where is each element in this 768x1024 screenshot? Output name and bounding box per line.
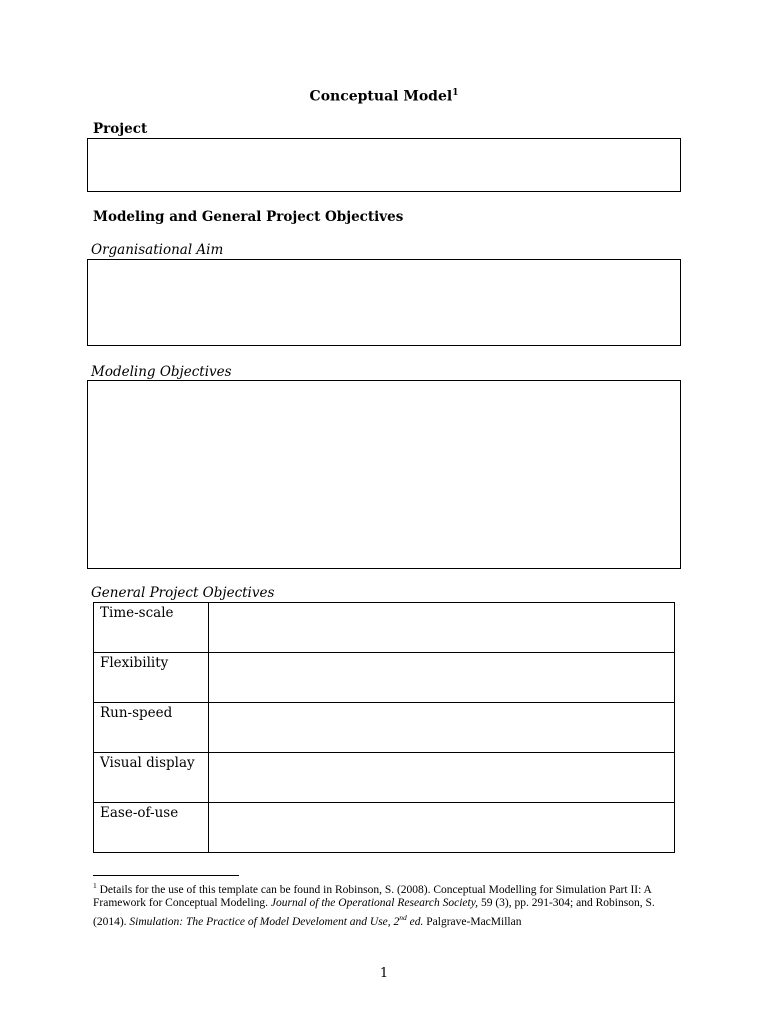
footnote-edition-sup: nd (399, 912, 407, 922)
row-label-visual-display: Visual display (94, 753, 209, 803)
table-row (94, 803, 675, 853)
row-label-ease-of-use: Ease-of-use (94, 803, 209, 853)
project-heading: Project (93, 121, 148, 137)
footnote-book-end: ed. (406, 915, 424, 928)
modeling-objectives-label: Modeling Objectives (91, 364, 232, 380)
footnote-journal: Journal of the Operational Research Society, (270, 897, 479, 910)
footnote-separator (93, 875, 239, 876)
title-footnote-ref: 1 (452, 88, 459, 98)
row-value-visual-display[interactable] (209, 753, 675, 803)
footnote (93, 879, 683, 929)
page-number: 1 (379, 966, 389, 981)
row-value-ease-of-use[interactable] (209, 803, 675, 853)
table-row (94, 753, 675, 803)
footnote-book (129, 912, 424, 928)
section-heading: Modeling and General Project Objectives (93, 209, 404, 225)
table-row (94, 603, 675, 653)
organisational-aim-label: Organisational Aim (91, 242, 224, 258)
organisational-aim-field[interactable] (87, 259, 681, 346)
footnote-marker: 1 (93, 881, 97, 890)
row-value-flexibility[interactable] (209, 653, 675, 703)
row-label-time-scale: Time-scale (94, 603, 209, 653)
table-row (94, 703, 675, 753)
footnote-book-title: Simulation: The Practice of Model Develoment and Use, 2 (129, 915, 400, 928)
row-value-run-speed[interactable] (209, 703, 675, 753)
footnote-text-1: Details for the use of this template can be found in Robinson, S. (2008). Conceptual Modelling for Simulation Part II: A Framework for Conceptual Modeling. (93, 883, 652, 910)
row-label-flexibility: Flexibility (94, 653, 209, 703)
footnote-text-2: 59 (3), pp. 291-304; and Robinson, S. (2014). (93, 897, 655, 928)
footnote-text-3: Palgrave-MacMillan (423, 915, 522, 928)
row-label-run-speed: Run-speed (94, 703, 209, 753)
project-field[interactable] (87, 138, 681, 192)
general-objectives-table (93, 602, 675, 853)
modeling-objectives-field[interactable] (87, 380, 681, 569)
table-row (94, 653, 675, 703)
general-objectives-label: General Project Objectives (91, 585, 275, 601)
document-title (0, 88, 768, 105)
row-value-time-scale[interactable] (209, 603, 675, 653)
title-text: Conceptual Model (309, 88, 453, 105)
